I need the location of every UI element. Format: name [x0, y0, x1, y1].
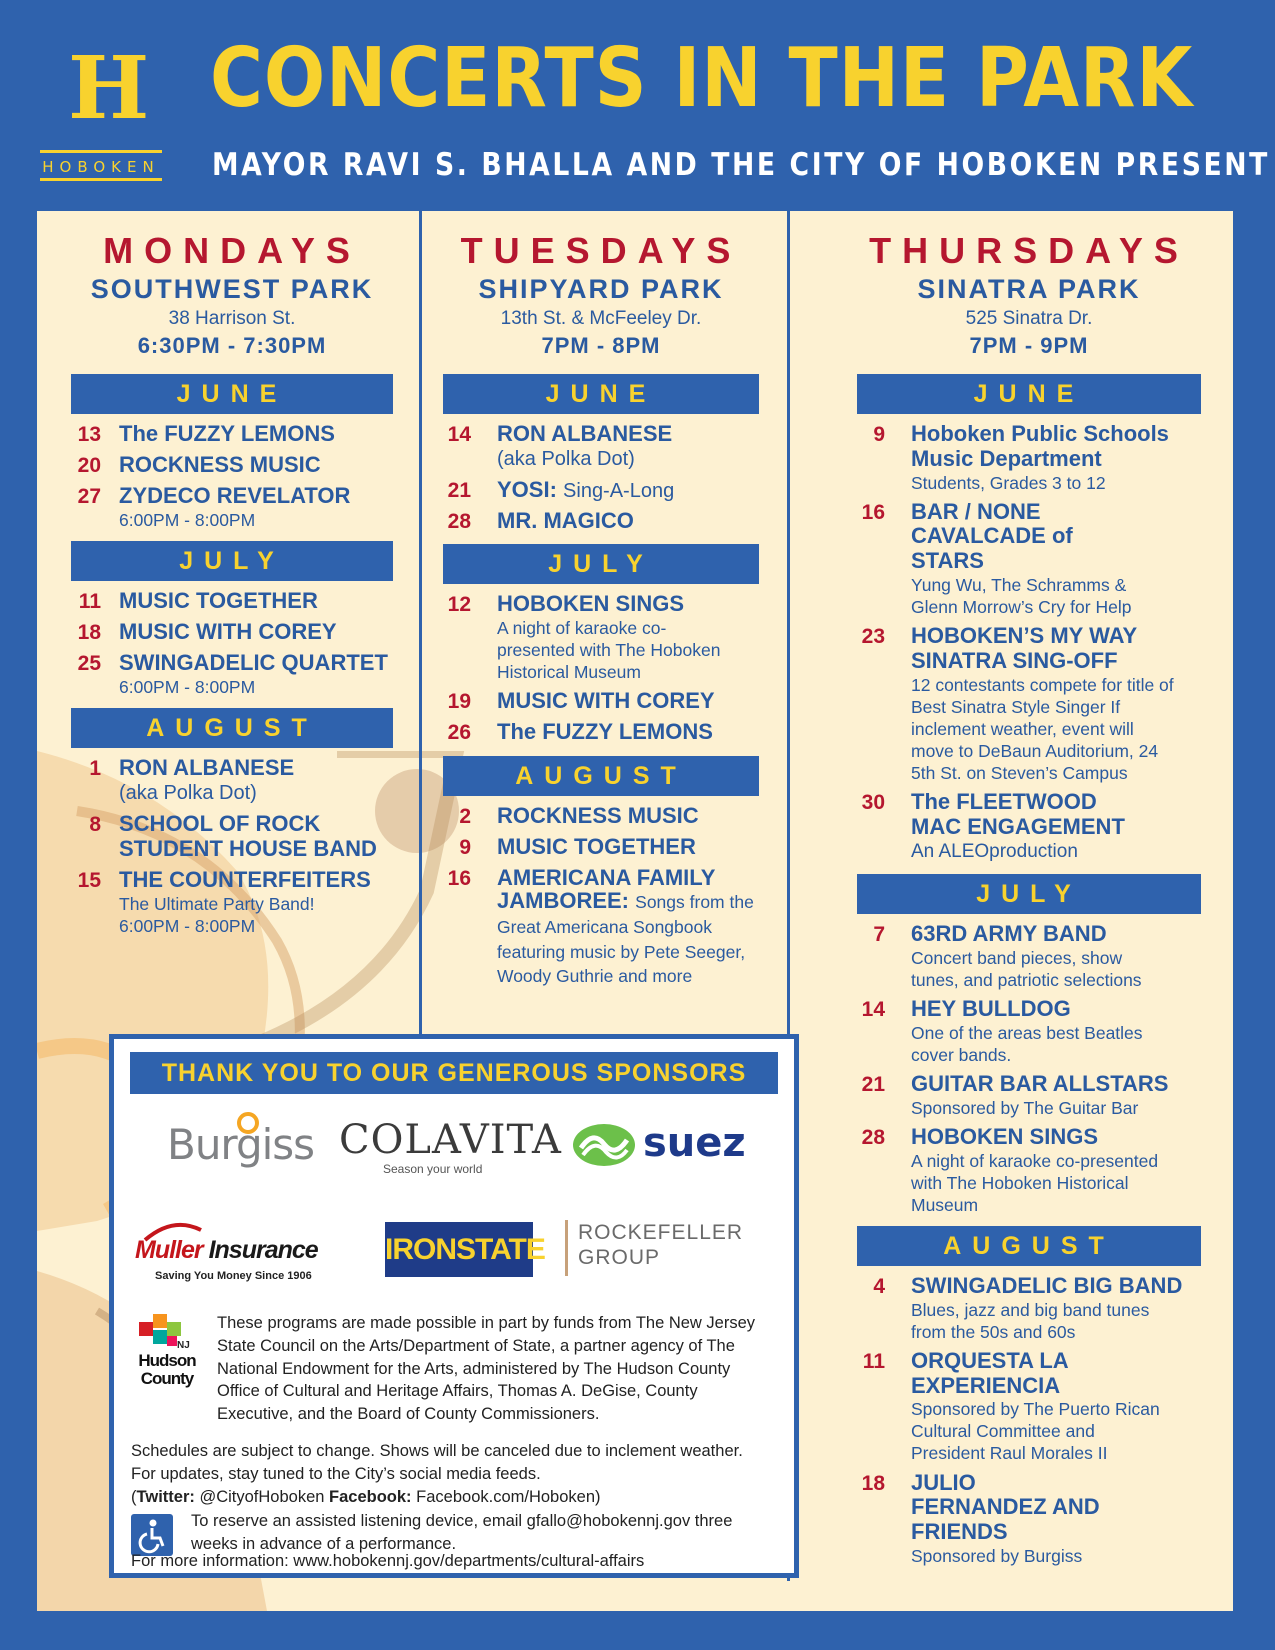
schedule-note: Schedules are subject to change. Shows will be canceled due to inclement weather. For updates, stay tuned to the City’s social media feeds. (Twitter: @CityofHoboken Facebook: Facebook.com/Hoboken) — [131, 1442, 743, 1506]
day-heading: THURSDAYS — [869, 230, 1189, 271]
event-date: 4 — [873, 1274, 885, 1298]
event-item — [71, 651, 393, 698]
event-date: 9 — [459, 835, 471, 859]
event-title: AMERICANA FAMILY JAMBOREE: — [497, 865, 715, 914]
event-detail: Blues, jazz and big band tunes from the 50s and 60s — [911, 1299, 1150, 1342]
event-date: 19 — [447, 690, 471, 714]
event-detail: Sponsored by The Guitar Bar — [911, 1097, 1139, 1118]
event-title: THE COUNTERFEITERS — [119, 867, 371, 893]
group-wordmark: GROUP — [578, 1246, 661, 1270]
event-item — [443, 804, 759, 829]
schedule-note-text: Schedules are subject to change. Shows will be canceled due to inclement weather. For updates, stay tuned to the City’s social media feeds. — [131, 1442, 743, 1483]
event-detail: The Ultimate Party Band! 6:00PM - 8:00PM — [119, 894, 315, 937]
hudson-nj-label: NJ — [177, 1340, 190, 1351]
event-title: GUITAR BAR ALLSTARS — [911, 1070, 1169, 1096]
logo-letter: H — [68, 38, 150, 139]
event-item — [857, 922, 1201, 991]
event-title: ROCKNESS MUSIC — [119, 452, 321, 478]
funding-statement: These programs are made possible in part by funds from The New Jersey State Council on the Arts/Department of State, a partner agency of The National Endowment for the Arts, administered by The Hudson County Office of Cultural and Heritage Affairs, Thomas A. DeGise, County Executive, and the Board of County Commissioners. — [217, 1314, 756, 1424]
colavita-wordmark: COLAVITA — [339, 1117, 562, 1163]
event-date: 11 — [862, 1349, 885, 1373]
event-title: HOBOKEN’S MY WAY SINATRA SING-OFF — [911, 623, 1137, 674]
park-name: SHIPYARD PARK — [478, 274, 724, 304]
event-title: ROCKNESS MUSIC — [497, 802, 699, 828]
park-address: 525 Sinatra Dr. — [965, 307, 1093, 329]
park-address: 38 Harrison St. — [168, 307, 296, 329]
park-name: SINATRA PARK — [917, 274, 1141, 304]
month-band-july: JULY — [71, 541, 393, 581]
event-date: 8 — [89, 813, 101, 837]
event-detail: 6:00PM - 8:00PM — [119, 677, 256, 698]
suez-wordmark: suez — [643, 1120, 746, 1166]
event-detail: An ALEOproduction — [911, 840, 1078, 862]
event-detail: One of the areas best Beatles cover bands. — [911, 1022, 1143, 1065]
event-detail: Sponsored by Burgiss — [911, 1546, 1083, 1567]
event-date: 25 — [77, 652, 101, 676]
event-title: SWINGADELIC QUARTET — [119, 650, 388, 676]
event-title-tail: Songs from the Great Americana Songbook featuring music by Pete Seeger, Woody Guthrie and more — [497, 892, 754, 987]
muller-insurance-logo — [135, 1222, 335, 1292]
accessibility-icon — [131, 1514, 173, 1556]
event-item — [857, 997, 1201, 1066]
logo-rule-top — [40, 150, 162, 153]
event-item — [443, 592, 759, 683]
page-title: CONCERTS IN THE PARK — [210, 31, 1194, 126]
event-date: 30 — [861, 791, 885, 815]
event-title: YOSI: — [497, 476, 557, 502]
event-item — [857, 1125, 1201, 1216]
event-date: 13 — [77, 422, 101, 446]
park-name: SOUTHWEST PARK — [90, 274, 374, 304]
event-item — [443, 720, 759, 745]
event-date: 28 — [861, 1125, 885, 1149]
ironstate-logo: IRONSTATE — [385, 1222, 533, 1277]
event-item — [443, 835, 759, 860]
sponsors-heading: THANK YOU TO OUR GENEROUS SPONSORS — [130, 1052, 778, 1094]
tuesdays-column — [443, 211, 759, 994]
event-item — [71, 422, 393, 447]
event-title: MUSIC WITH COREY — [497, 688, 715, 714]
event-item — [857, 422, 1201, 494]
concert-hours: 6:30PM - 7:30PM — [137, 332, 327, 358]
logo-rule-bottom — [40, 178, 162, 181]
page-subtitle: MAYOR RAVI S. BHALLA AND THE CITY OF HOBOKEN PRESENT — [212, 147, 1270, 183]
event-date: 11 — [78, 590, 101, 614]
facebook-label: Facebook: — [329, 1487, 412, 1506]
event-detail: 12 contestants compete for title of Best Sinatra Style Singer If inclement weather, event will move to DeBaun Auditorium, 24 5th St. on Steven’s Campus — [911, 674, 1174, 784]
event-detail: Sponsored by The Puerto Rican Cultural Committee and President Raul Morales II — [911, 1399, 1160, 1464]
event-detail: Students, Grades 3 to 12 — [911, 472, 1106, 493]
event-item — [857, 1471, 1201, 1568]
event-item — [857, 500, 1201, 619]
logo-word: HOBOKEN — [42, 158, 160, 176]
month-band-june: JUNE — [857, 374, 1201, 414]
event-date: 9 — [873, 422, 885, 446]
event-title: RON ALBANESE — [497, 420, 673, 446]
colavita-tagline: Season your world — [383, 1162, 483, 1176]
thursdays-column — [857, 211, 1201, 1573]
muller-wordmark: Muller — [135, 1236, 203, 1264]
month-band-june: JUNE — [71, 374, 393, 414]
event-item — [71, 620, 393, 645]
event-date: 18 — [77, 621, 101, 645]
event-date: 7 — [873, 922, 885, 946]
rockefeller-wordmark: ROCKEFELLER — [578, 1221, 744, 1244]
event-item — [857, 1349, 1201, 1465]
county-wordmark: County — [140, 1368, 194, 1388]
suez-logo — [571, 1120, 746, 1172]
event-date: 14 — [447, 422, 471, 446]
event-item — [71, 756, 393, 806]
event-date: 16 — [861, 500, 885, 524]
event-title: Hoboken Public Schools Music Department — [911, 420, 1169, 471]
event-title: BAR / NONE CAVALCADE of STARS — [911, 498, 1073, 574]
concert-hours: 7PM - 8PM — [541, 332, 661, 358]
event-date: 28 — [447, 510, 471, 534]
event-detail: Concert band pieces, show tunes, and patriotic selections — [911, 947, 1142, 990]
hudson-wordmark: Hudson — [138, 1351, 196, 1370]
month-band-july: JULY — [857, 874, 1201, 914]
event-title: RON ALBANESE — [119, 755, 295, 781]
event-date: 18 — [861, 1471, 885, 1495]
event-date: 27 — [77, 485, 101, 509]
event-detail: (aka Polka Dot) — [497, 447, 635, 470]
hudson-county-logo — [129, 1312, 205, 1402]
event-date: 26 — [447, 721, 471, 745]
hoboken-logo — [40, 38, 162, 182]
event-title: JULIO FERNANDEZ AND FRIENDS — [911, 1469, 1100, 1545]
event-detail: A night of karaoke co-presented with The Hoboken Historical Museum — [497, 618, 721, 683]
event-item — [443, 509, 759, 534]
event-item — [443, 478, 759, 503]
event-title: SWINGADELIC BIG BAND — [911, 1272, 1183, 1298]
event-item — [443, 866, 759, 988]
concert-hours: 7PM - 9PM — [969, 332, 1089, 358]
event-item — [71, 589, 393, 614]
event-date: 23 — [861, 625, 885, 649]
event-date: 20 — [77, 454, 101, 478]
event-title: ORQUESTA LA EXPERIENCIA — [911, 1347, 1068, 1398]
event-title: ZYDECO REVELATOR — [119, 483, 351, 509]
event-detail: A night of karaoke co-presented with The Hoboken Historical Museum — [911, 1150, 1159, 1215]
day-heading: MONDAYS — [103, 230, 361, 271]
twitter-handle: @CityofHoboken — [199, 1487, 325, 1506]
event-item — [857, 624, 1201, 784]
burgiss-wordmark: Burgiss — [167, 1120, 315, 1169]
sponsors-box — [109, 1034, 799, 1578]
event-detail: 6:00PM - 8:00PM — [119, 510, 256, 531]
burgiss-dot-icon — [237, 1112, 259, 1134]
event-title: The FUZZY LEMONS — [497, 719, 713, 745]
park-address: 13th St. & McFeeley Dr. — [500, 307, 702, 329]
event-date: 16 — [447, 867, 471, 890]
twitter-label: Twitter: — [136, 1487, 195, 1506]
month-band-july: JULY — [443, 544, 759, 584]
event-item — [857, 1274, 1201, 1343]
event-title-tail: Sing-A-Long — [563, 479, 675, 502]
more-info: For more information: www.hobokennj.gov/departments/cultural-affairs — [131, 1552, 645, 1570]
event-title: SCHOOL OF ROCK STUDENT HOUSE BAND — [119, 811, 377, 862]
burgiss-logo — [167, 1120, 315, 1170]
event-date: 12 — [447, 593, 471, 617]
colavita-logo — [339, 1117, 562, 1180]
event-item — [443, 689, 759, 714]
event-item — [71, 868, 393, 937]
event-date: 21 — [861, 1072, 885, 1096]
mondays-column — [71, 211, 393, 943]
insurance-wordmark: Insurance — [208, 1236, 318, 1264]
event-title: The FLEETWOOD MAC ENGAGEMENT — [911, 789, 1125, 840]
event-item — [71, 812, 393, 862]
event-title: MUSIC WITH COREY — [119, 619, 337, 645]
event-title: HEY BULLDOG — [911, 995, 1071, 1021]
day-heading: TUESDAYS — [460, 230, 742, 271]
month-band-august: AUGUST — [857, 1226, 1201, 1266]
month-band-june: JUNE — [443, 374, 759, 414]
event-date: 21 — [447, 478, 471, 502]
event-item — [443, 422, 759, 472]
event-detail: (aka Polka Dot) — [119, 782, 257, 805]
event-date: 1 — [89, 757, 101, 781]
month-band-august: AUGUST — [443, 756, 759, 796]
suez-swirl-icon — [571, 1122, 637, 1168]
event-item — [71, 453, 393, 478]
event-title: The FUZZY LEMONS — [119, 420, 335, 446]
event-title: MR. MAGICO — [497, 508, 634, 534]
event-item — [71, 484, 393, 531]
event-title: MUSIC TOGETHER — [119, 588, 318, 614]
event-title: 63RD ARMY BAND — [911, 920, 1107, 946]
event-detail: Yung Wu, The Schramms & Glenn Morrow’s Cry for Help — [911, 575, 1132, 618]
rockefeller-group-logo — [565, 1220, 775, 1276]
facebook-link: Facebook.com/Hoboken — [416, 1487, 596, 1506]
muller-tagline: Saving You Money Since 1906 — [155, 1270, 312, 1282]
event-item — [857, 790, 1201, 864]
accessibility-note: To reserve an assisted listening device, email gfallo@hobokennj.gov three weeks in advance of a performance. — [191, 1512, 733, 1553]
event-date: 2 — [459, 804, 471, 828]
event-item — [857, 1072, 1201, 1119]
event-date: 15 — [77, 869, 101, 893]
event-date: 14 — [861, 997, 885, 1021]
event-title: MUSIC TOGETHER — [497, 833, 696, 859]
event-title: HOBOKEN SINGS — [497, 591, 685, 617]
month-band-august: AUGUST — [71, 708, 393, 748]
event-title: HOBOKEN SINGS — [911, 1123, 1099, 1149]
